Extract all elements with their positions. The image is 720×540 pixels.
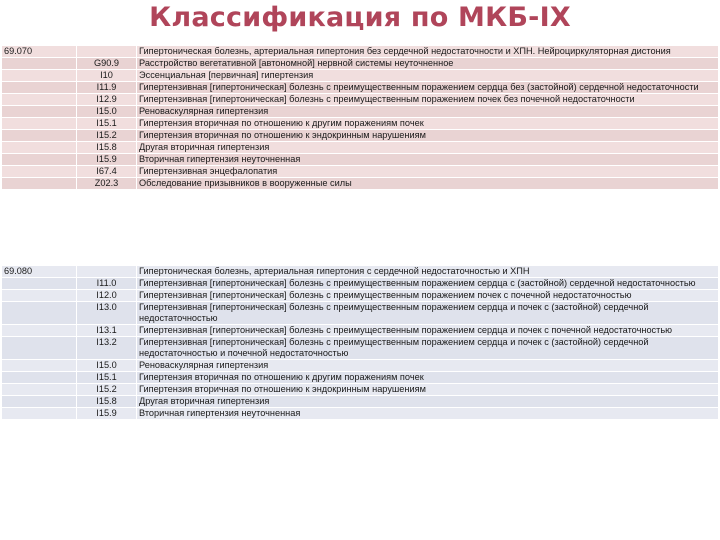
group-icd-empty (77, 46, 137, 58)
diagnosis-text: Гипертензивная [гипертоническая] болезнь с преимущественным поражением сердца без (застойной) сердечной недостаточности (137, 82, 719, 94)
row-group-code-empty (2, 118, 77, 130)
table-row (2, 58, 719, 70)
row-group-code-empty (2, 70, 77, 82)
row-group-code-empty (2, 372, 77, 384)
group-row (2, 46, 719, 58)
diagnosis-text: Гипертензивная [гипертоническая] болезнь с преимущественным поражением почек с почечной недостаточностью (137, 290, 719, 302)
table-row (2, 290, 719, 302)
group-description: Гипертоническая болезнь, артериальная гипертония без сердечной недостаточности и ХПН. Нейроциркуляторная дистония (137, 46, 719, 58)
diagnosis-text: Гипертензивная [гипертоническая] болезнь с преимущественным поражением сердца и почек с почечной недостаточностью (137, 325, 719, 337)
diagnosis-text: Эссенциальная [первичная] гипертензия (137, 70, 719, 82)
row-group-code-empty (2, 58, 77, 70)
row-group-code-empty (2, 337, 77, 360)
diagnosis-text: Гипертензивная [гипертоническая] болезнь с преимущественным поражением почек без почечной недостаточности (137, 94, 719, 106)
row-group-code-empty (2, 106, 77, 118)
table-row (2, 302, 719, 325)
table-row (2, 178, 719, 190)
icd-code: I67.4 (77, 166, 137, 178)
group-code: 69.080 (2, 266, 77, 278)
row-group-code-empty (2, 142, 77, 154)
table-row (2, 278, 719, 290)
row-group-code-empty (2, 290, 77, 302)
row-group-code-empty (2, 130, 77, 142)
diagnosis-text: Гипертензия вторичная по отношению к эндокринным нарушениям (137, 384, 719, 396)
diagnosis-text: Гипертензивная [гипертоническая] болезнь с преимущественным поражением сердца и почек с (застойной) сердечной недостаточностью (137, 302, 719, 325)
diagnosis-text: Реноваскулярная гипертензия (137, 360, 719, 372)
icd-code: I15.8 (77, 142, 137, 154)
row-group-code-empty (2, 302, 77, 325)
icd-code: I15.0 (77, 106, 137, 118)
diagnosis-text: Другая вторичная гипертензия (137, 396, 719, 408)
table-row (2, 154, 719, 166)
diagnosis-text: Вторичная гипертензия неуточненная (137, 154, 719, 166)
row-group-code-empty (2, 408, 77, 420)
icd-code: I13.0 (77, 302, 137, 325)
icd-code: I12.0 (77, 290, 137, 302)
row-group-code-empty (2, 278, 77, 290)
table-row (2, 82, 719, 94)
icd-code: I15.8 (77, 396, 137, 408)
row-group-code-empty (2, 325, 77, 337)
table-row (2, 408, 719, 420)
icd-code: I15.2 (77, 384, 137, 396)
table-row (2, 372, 719, 384)
icd-code: I15.1 (77, 118, 137, 130)
table-row (2, 130, 719, 142)
icd-code: I15.2 (77, 130, 137, 142)
table-row (2, 106, 719, 118)
row-group-code-empty (2, 178, 77, 190)
classification-table-69-080 (1, 265, 719, 420)
icd-code: I15.9 (77, 154, 137, 166)
icd-code: I15.1 (77, 372, 137, 384)
icd-code: G90.9 (77, 58, 137, 70)
row-group-code-empty (2, 384, 77, 396)
page-title: Классификация по МКБ-IX (149, 2, 571, 33)
icd-code: I13.1 (77, 325, 137, 337)
row-group-code-empty (2, 166, 77, 178)
row-group-code-empty (2, 94, 77, 106)
icd-code: I11.0 (77, 278, 137, 290)
table-row (2, 384, 719, 396)
diagnosis-text: Другая вторичная гипертензия (137, 142, 719, 154)
diagnosis-text: Гипертензия вторичная по отношению к другим поражениям почек (137, 372, 719, 384)
icd-code: I15.0 (77, 360, 137, 372)
diagnosis-text: Расстройство вегетативной [автономной] нервной системы неуточненное (137, 58, 719, 70)
row-group-code-empty (2, 360, 77, 372)
row-group-code-empty (2, 396, 77, 408)
icd-code: I12.9 (77, 94, 137, 106)
diagnosis-text: Реноваскулярная гипертензия (137, 106, 719, 118)
icd-code: I13.2 (77, 337, 137, 360)
group-row (2, 266, 719, 278)
diagnosis-text: Гипертензивная [гипертоническая] болезнь с преимущественным поражением сердца с (застойной) сердечной недостаточностью (137, 278, 719, 290)
table-row (2, 94, 719, 106)
table-row (2, 396, 719, 408)
table-row (2, 142, 719, 154)
table-row (2, 325, 719, 337)
row-group-code-empty (2, 154, 77, 166)
table-row (2, 118, 719, 130)
row-group-code-empty (2, 82, 77, 94)
table-row (2, 360, 719, 372)
diagnosis-text: Гипертензия вторичная по отношению к другим поражениям почек (137, 118, 719, 130)
diagnosis-text: Гипертензивная [гипертоническая] болезнь с преимущественным поражением сердца и почек с (застойной) сердечной недостаточностью и почечной недостаточностью (137, 337, 719, 360)
icd-code: I11.9 (77, 82, 137, 94)
group-description: Гипертоническая болезнь, артериальная гипертония с сердечной недостаточностью и ХПН (137, 266, 719, 278)
classification-table-69-070 (1, 45, 719, 190)
diagnosis-text: Гипертензивная энцефалопатия (137, 166, 719, 178)
icd-code: I10 (77, 70, 137, 82)
diagnosis-text: Гипертензия вторичная по отношению к эндокринным нарушениям (137, 130, 719, 142)
group-code: 69.070 (2, 46, 77, 58)
icd-code: Z02.3 (77, 178, 137, 190)
table-row (2, 70, 719, 82)
table-row (2, 337, 719, 360)
diagnosis-text: Вторичная гипертензия неуточненная (137, 408, 719, 420)
table-row (2, 166, 719, 178)
diagnosis-text: Обследование призывников в вооруженные силы (137, 178, 719, 190)
icd-code: I15.9 (77, 408, 137, 420)
group-icd-empty (77, 266, 137, 278)
